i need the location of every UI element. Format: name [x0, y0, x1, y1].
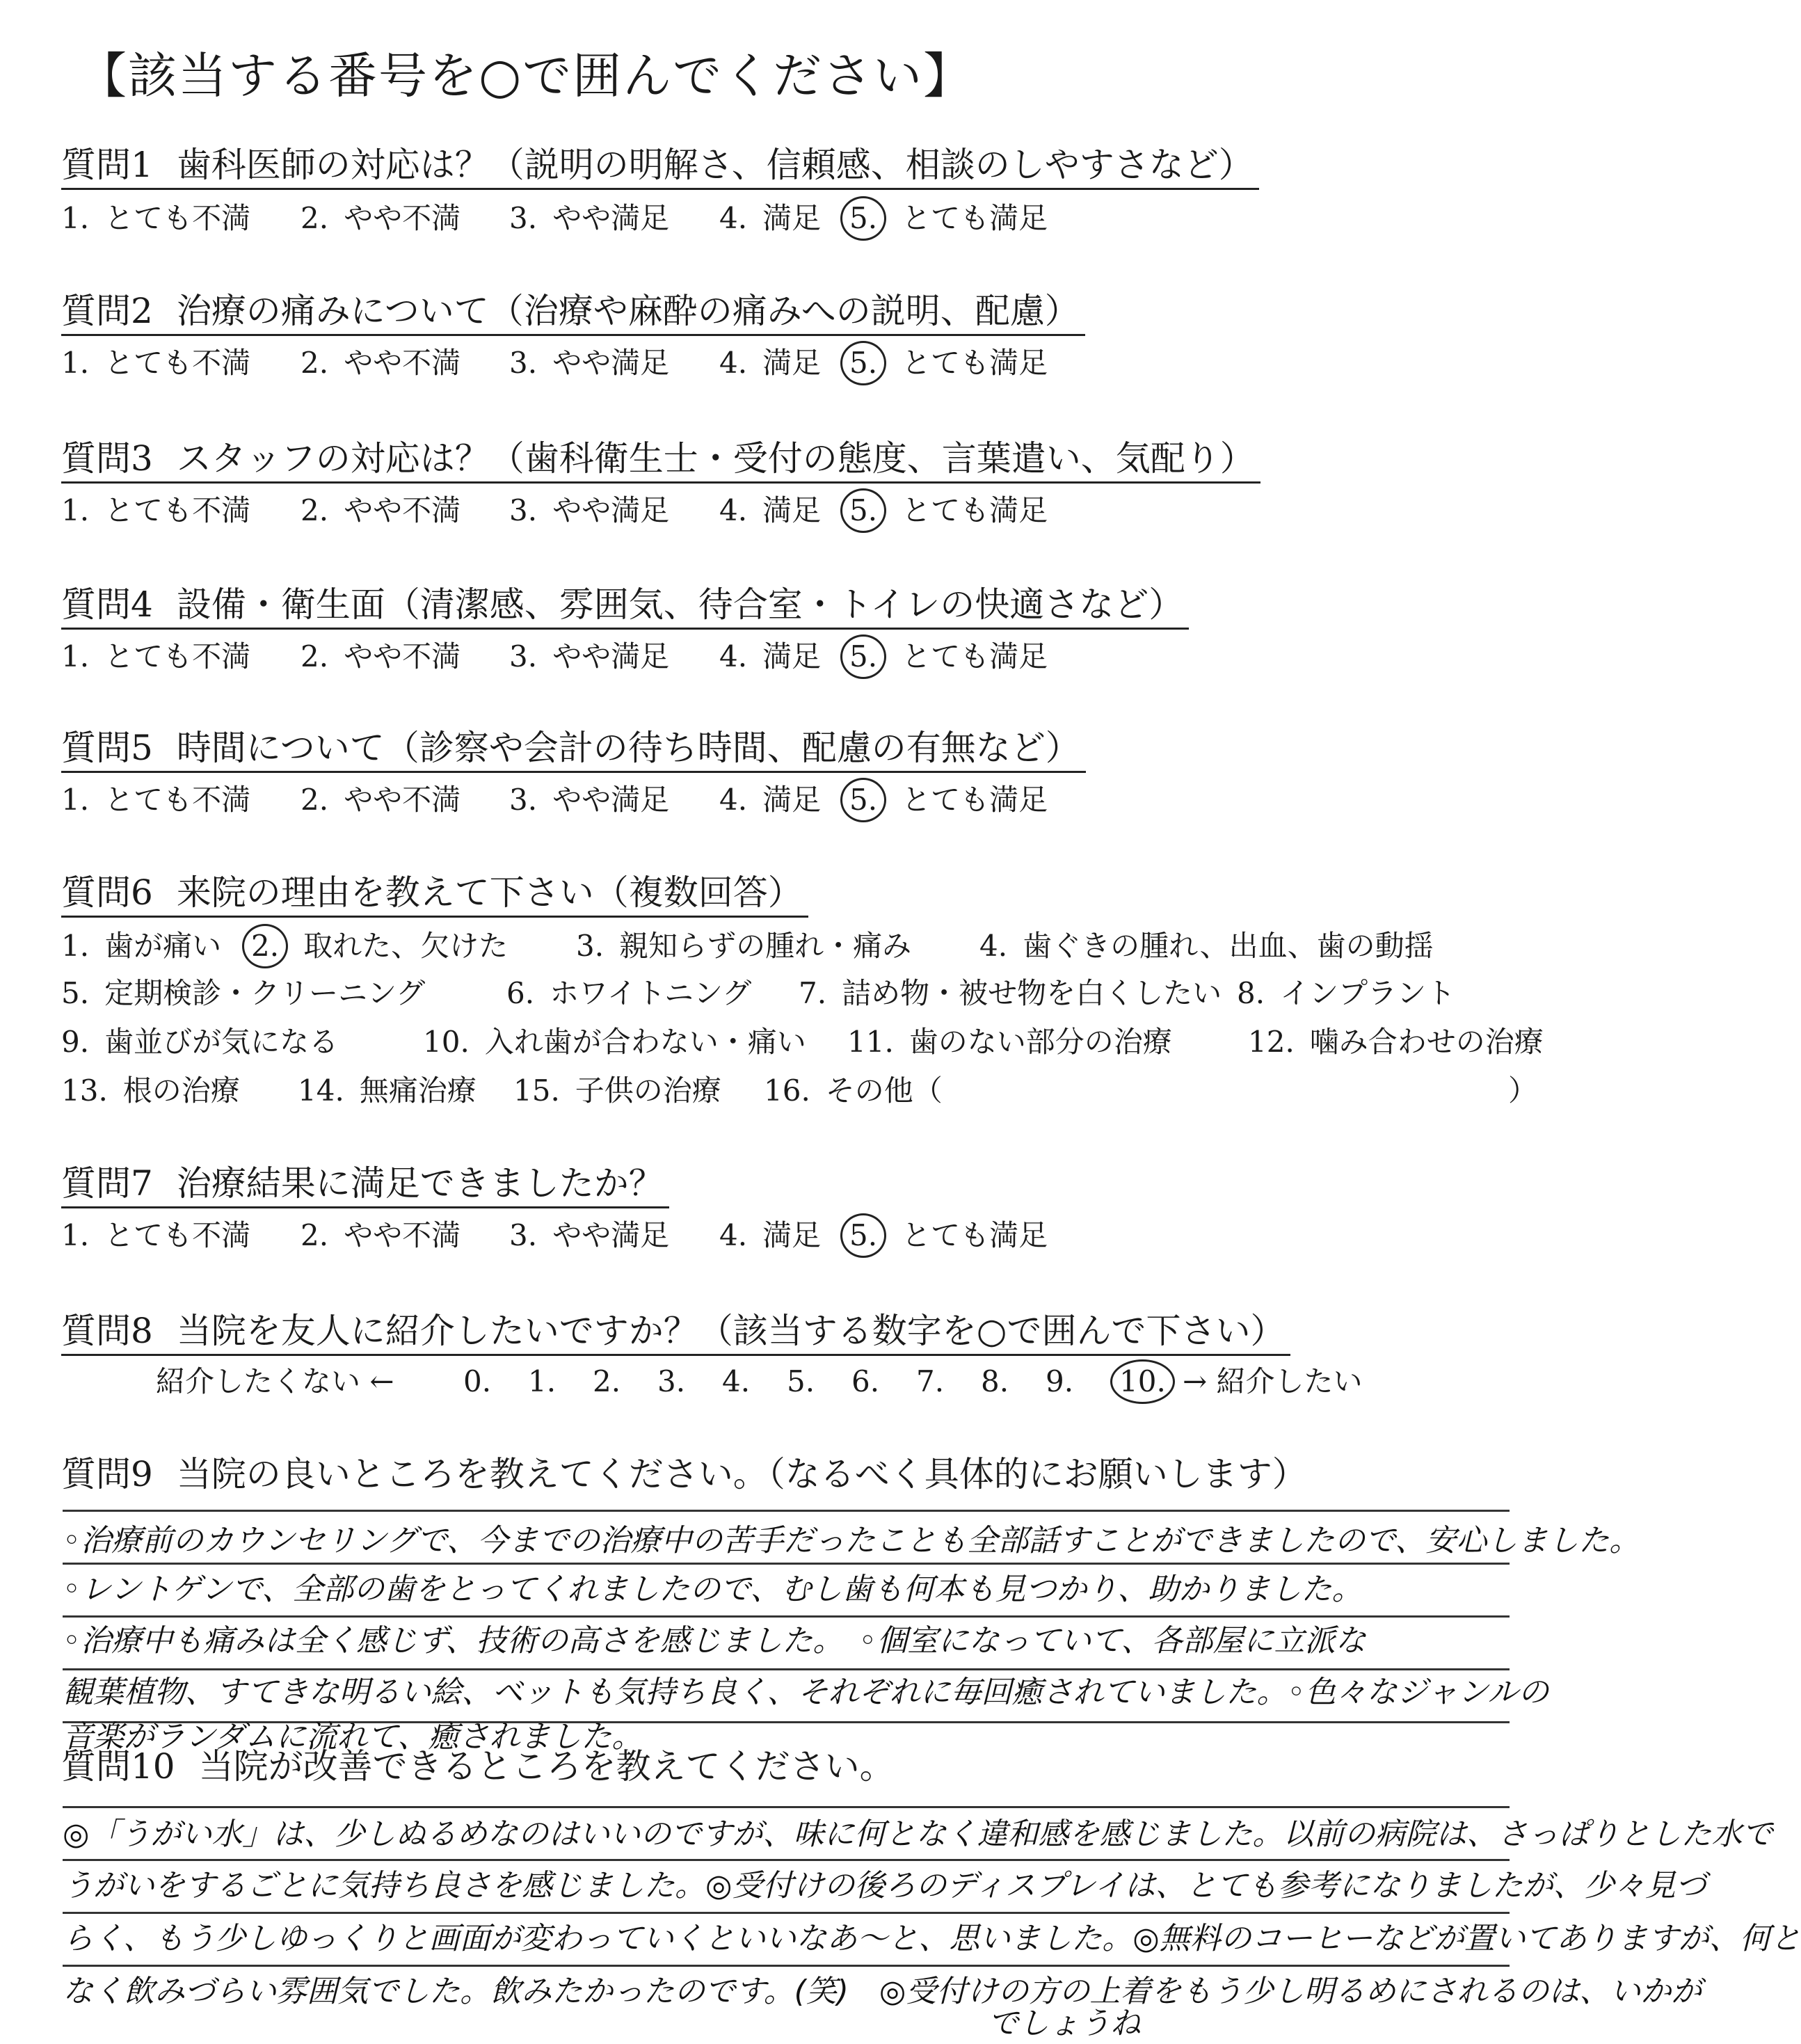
answer-line — [63, 1859, 1510, 1861]
selected-scale-number[interactable] — [1110, 1359, 1190, 1404]
question-3-options — [61, 488, 1550, 533]
option-number: 1. — [61, 1218, 90, 1252]
option[interactable] — [847, 1020, 1172, 1064]
option-label: とても満足 — [902, 201, 1048, 235]
option-number: 7. — [799, 976, 827, 1010]
option-number: 3. — [509, 346, 538, 380]
option-number: 5. — [840, 634, 886, 679]
option-number: 3. — [509, 1218, 538, 1252]
option[interactable] — [301, 778, 461, 822]
question-text: 当院を友人に紹介したいですか？（該当する数字を○で囲んで下さい） — [176, 1311, 1286, 1351]
scale-number[interactable] — [463, 1359, 506, 1404]
option[interactable] — [301, 488, 461, 533]
option-label: とても不満 — [104, 783, 251, 817]
option-label: とても不満 — [104, 346, 251, 380]
question-2-heading — [61, 288, 1085, 336]
scale-number[interactable] — [722, 1359, 765, 1404]
scale-number-text: 2. — [593, 1364, 621, 1398]
question-text: 治療の痛みについて（治療や麻酔の痛みへの説明、配慮） — [176, 291, 1080, 331]
question-label: 質問6 — [61, 872, 153, 913]
option[interactable] — [1248, 1020, 1544, 1064]
option-number: 5. — [840, 341, 886, 385]
option[interactable] — [61, 971, 425, 1016]
question-label: 質問9 — [61, 1454, 153, 1494]
option-label: とても満足 — [902, 1218, 1048, 1252]
option-label: やや満足 — [552, 493, 670, 527]
option-label: ホワイトニング — [550, 976, 752, 1010]
selected-option[interactable] — [840, 341, 1048, 385]
option-number: 3. — [509, 493, 538, 527]
option-number: 2. — [301, 493, 329, 527]
question-text: 設備・衛生面（清潔感、雰囲気、待合室・トイレの快適さなど） — [176, 584, 1184, 625]
question-text: スタッフの対応は？（歯科衛生士・受付の態度、言葉遣い、気配り） — [176, 438, 1255, 479]
selected-option[interactable] — [242, 924, 508, 968]
scale-right-label: → 紹介したい — [1183, 1364, 1363, 1398]
option-number: 9. — [61, 1025, 90, 1059]
option-number: 2. — [301, 1218, 329, 1252]
scale-number[interactable] — [1046, 1359, 1089, 1404]
option-number: 4. — [979, 929, 1008, 963]
answer-line — [63, 1668, 1510, 1670]
option-number: 2. — [301, 346, 329, 380]
option-number: 14. — [298, 1073, 344, 1108]
question-label: 質問4 — [61, 584, 153, 625]
option-label: とても不満 — [104, 493, 251, 527]
question-4-options — [61, 634, 1550, 679]
option-label: やや不満 — [344, 201, 461, 235]
option-label: やや満足 — [552, 201, 670, 235]
option[interactable] — [301, 196, 461, 241]
option-label: とても満足 — [902, 783, 1048, 817]
scale-number[interactable] — [851, 1359, 895, 1404]
option[interactable] — [61, 488, 250, 533]
option-label: 歯ぐきの腫れ、出血、歯の動揺 — [1023, 929, 1434, 963]
option-label: 歯並びが気になる — [104, 1025, 339, 1059]
option[interactable] — [301, 634, 461, 679]
scale-number-text: 7. — [916, 1364, 945, 1398]
option-label: 定期検診・クリーニング — [104, 976, 426, 1010]
scale-number[interactable] — [787, 1359, 830, 1404]
option-label: やや満足 — [552, 1218, 670, 1252]
option[interactable] — [719, 634, 821, 679]
option[interactable] — [506, 971, 751, 1016]
option[interactable] — [61, 634, 250, 679]
improvement-line: ◎「うがい水」は、少しぬるめなのはいいのですが、味に何となく違和感を感じました。以前の病院は、さっぱりとした水で — [63, 1817, 1773, 1852]
option-label: 歯が痛い — [104, 929, 222, 963]
option-number: 15. — [513, 1073, 560, 1108]
question-text: 来院の理由を教えて下さい（複数回答） — [176, 872, 803, 913]
improvement-line: なく飲みづらい雰囲気でした。飲みたかったのです。(笑) ◎受付けの方の上着をもう少し明るめにされるのは、いかが — [63, 1974, 1702, 2009]
option-number: 2. — [301, 639, 329, 673]
question-3-heading — [61, 436, 1260, 484]
option-number: 12. — [1248, 1025, 1295, 1059]
option-number: 4. — [719, 201, 748, 235]
option[interactable] — [509, 778, 669, 822]
option[interactable] — [799, 971, 1222, 1016]
option-label: とても満足 — [902, 493, 1048, 527]
question-4-heading — [61, 582, 1189, 630]
option[interactable] — [61, 1069, 240, 1113]
improvement-line: でしょうね — [988, 2006, 1141, 2041]
option-number: 5. — [840, 196, 886, 241]
question-8-heading — [61, 1308, 1290, 1356]
option-number: 5. — [61, 976, 90, 1010]
option-label: とても不満 — [104, 639, 251, 673]
option-label: 無痛治療 — [359, 1073, 477, 1108]
good-point-line: ◦治療中も痛みは全く感じず、技術の高さを感じました。 ◦個室になっていて、各部屋に立派な — [63, 1623, 1366, 1659]
option-number: 3. — [509, 783, 538, 817]
option-label: 噛み合わせの治療 — [1309, 1025, 1544, 1059]
selected-option[interactable] — [840, 196, 1048, 241]
option-label: 親知らずの腫れ・痛み — [619, 929, 912, 963]
question-label: 質問7 — [61, 1163, 153, 1204]
option-label: やや満足 — [552, 783, 670, 817]
option-number: 4. — [719, 493, 748, 527]
answer-line — [63, 1510, 1510, 1512]
option-label: やや不満 — [344, 1218, 461, 1252]
option-number: 1. — [61, 639, 90, 673]
option-label: やや不満 — [344, 346, 461, 380]
option[interactable] — [509, 634, 669, 679]
question-label: 質問5 — [61, 728, 153, 768]
option-number: 4. — [719, 1218, 748, 1252]
question-2-options — [61, 341, 1550, 385]
option-number: 2. — [242, 924, 288, 968]
question-text: 当院が改善できるところを教えてください。 — [198, 1746, 895, 1787]
question-text: 時間について（診察や会計の待ち時間、配慮の有無など） — [176, 728, 1080, 768]
referral-scale — [61, 1359, 1550, 1404]
question-10-heading — [61, 1743, 900, 1789]
question-text: 歯科医師の対応は？（説明の明解さ、信頼感、相談のしやすさなど） — [176, 145, 1254, 185]
scale-number-text: 8. — [981, 1364, 1009, 1398]
option[interactable] — [61, 196, 250, 241]
option-number: 13. — [61, 1073, 108, 1108]
option-label: 入れ歯が合わない・痛い — [484, 1025, 806, 1059]
option[interactable] — [509, 341, 669, 385]
question-5-options — [61, 778, 1550, 822]
option-label: 取れた、欠けた — [303, 929, 509, 963]
question-1-options — [61, 196, 1550, 241]
answer-line — [63, 1563, 1510, 1565]
option-number: 5. — [840, 1213, 886, 1258]
improvement-line: うがいをするごとに気持ち良さを感じました。◎受付けの後ろのディスプレイは、とても参考になりましたが、少々見づ — [63, 1868, 1706, 1903]
improvement-line: らく、もう少しゆっくりと画面が変わっていくといいなあ～と、思いました。◎無料のコーヒーなどが置いてありますが、何と — [63, 1921, 1801, 1956]
option[interactable] — [719, 488, 821, 533]
option-number: 16. — [764, 1073, 810, 1108]
option-label: 満足 — [762, 493, 822, 527]
option-number: 4. — [719, 346, 748, 380]
option-number: 6. — [506, 976, 535, 1010]
option-number: 1. — [61, 201, 90, 235]
answer-line — [63, 1806, 1510, 1808]
question-7-heading — [61, 1160, 669, 1208]
other-close-paren: ） — [1508, 1073, 1538, 1108]
option-label: 満足 — [762, 201, 822, 235]
scale-number-text: 3. — [657, 1364, 686, 1398]
answer-line — [63, 1912, 1510, 1914]
option[interactable] — [576, 924, 911, 968]
option-label: 満足 — [762, 783, 822, 817]
page-title: 【該当する番号を○で囲んでください】 — [78, 47, 974, 104]
option-label: 満足 — [762, 1218, 822, 1252]
question-5-heading — [61, 725, 1086, 773]
option-number: 4. — [719, 783, 748, 817]
option[interactable] — [61, 1213, 250, 1258]
question-label: 質問2 — [61, 291, 153, 331]
option[interactable] — [764, 1069, 943, 1113]
option[interactable] — [719, 1213, 821, 1258]
good-point-line: ◦治療前のカウンセリングで、今までの治療中の苦手だったことも全部話すことができましたので、安心しました。 — [63, 1523, 1640, 1558]
good-point-line: ◦レントゲンで、全部の歯をとってくれましたので、むし歯も何本も見つかり、助かりました。 — [63, 1572, 1363, 1607]
scale-number-text: 4. — [722, 1364, 751, 1398]
answer-line — [63, 1965, 1510, 1967]
scale-number[interactable] — [657, 1359, 701, 1404]
good-point-line: 観葉植物、すてきな明るい絵、ベットも気持ち良く、それぞれに毎回癒されていました。◦色々なジャンルの — [63, 1675, 1549, 1710]
option-number: 1. — [61, 783, 90, 817]
answer-line — [63, 1615, 1510, 1618]
question-text: 当院の良いところを教えてください。（なるべく具体的にお願いします） — [176, 1454, 1307, 1494]
question-label: 質問1 — [61, 145, 153, 185]
option[interactable] — [61, 924, 221, 968]
scale-number-text: 0. — [463, 1364, 492, 1398]
option-number: 2. — [301, 201, 329, 235]
question-label: 質問8 — [61, 1311, 153, 1351]
option[interactable] — [301, 1213, 461, 1258]
option[interactable] — [61, 1020, 338, 1064]
option-label: 満足 — [762, 639, 822, 673]
reasons-row-4 — [61, 1069, 1550, 1113]
option[interactable] — [979, 924, 1434, 968]
option-label: 詰め物・被せ物を白くしたい — [842, 976, 1222, 1010]
option[interactable] — [719, 341, 821, 385]
option-number: 1. — [61, 929, 90, 963]
question-text: 治療結果に満足できましたか？ — [176, 1163, 664, 1204]
option[interactable] — [61, 341, 250, 385]
scale-left-label: 紹介したくない ← — [156, 1364, 394, 1398]
question-label: 質問3 — [61, 438, 153, 479]
option-label: やや不満 — [344, 639, 461, 673]
option-label: やや不満 — [344, 493, 461, 527]
reasons-row-1 — [61, 924, 1550, 968]
option[interactable] — [719, 778, 821, 822]
option-number: 1. — [61, 493, 90, 527]
option[interactable] — [509, 196, 669, 241]
selected-option[interactable] — [840, 634, 1048, 679]
question-label: 質問10 — [61, 1746, 175, 1787]
option[interactable] — [719, 196, 821, 241]
question-1-heading — [61, 142, 1259, 190]
option-label: 歯のない部分の治療 — [908, 1025, 1172, 1059]
option-label: 根の治療 — [122, 1073, 240, 1108]
scale-number-text: 9. — [1046, 1364, 1074, 1398]
option-label: とても不満 — [104, 1218, 251, 1252]
selected-option[interactable] — [840, 778, 1048, 822]
option-label: 満足 — [762, 346, 822, 380]
question-6-heading — [61, 870, 808, 918]
good-point-line: 音楽がランダムに流れて、癒されました。 — [63, 1719, 643, 1755]
option-label: インプラント — [1280, 976, 1456, 1010]
option-label: 子供の治療 — [575, 1073, 721, 1108]
option-number: 5. — [840, 778, 886, 822]
option-number: 5. — [840, 488, 886, 533]
option[interactable] — [423, 1020, 806, 1064]
scale-number[interactable] — [981, 1359, 1024, 1404]
option-label: やや満足 — [552, 346, 670, 380]
option-label: やや不満 — [344, 783, 461, 817]
reasons-row-3 — [61, 1020, 1550, 1064]
option-number: 3. — [576, 929, 605, 963]
option[interactable] — [298, 1069, 477, 1113]
scale-number[interactable] — [528, 1359, 571, 1404]
option-number: 4. — [719, 639, 748, 673]
option-number: 1. — [61, 346, 90, 380]
option-number: 3. — [509, 201, 538, 235]
question-9-heading — [61, 1451, 1313, 1497]
option[interactable] — [509, 1213, 669, 1258]
selected-option[interactable] — [840, 488, 1048, 533]
question-7-options — [61, 1213, 1550, 1258]
option-label: その他（ — [825, 1073, 943, 1108]
option[interactable] — [301, 341, 461, 385]
option-number: 2. — [301, 783, 329, 817]
option-number: 11. — [847, 1025, 894, 1059]
scale-number[interactable] — [593, 1359, 636, 1404]
scale-number-text: 6. — [851, 1364, 880, 1398]
option[interactable] — [1237, 971, 1455, 1016]
scale-number-text: 1. — [528, 1364, 557, 1398]
option[interactable] — [509, 488, 669, 533]
scale-number[interactable] — [916, 1359, 959, 1404]
selected-option[interactable] — [840, 1213, 1048, 1258]
option-label: やや満足 — [552, 639, 670, 673]
option-label: とても満足 — [902, 639, 1048, 673]
option-number: 10. — [423, 1025, 470, 1059]
option-label: とても満足 — [902, 346, 1048, 380]
option-label: とても不満 — [104, 201, 251, 235]
scale-number-text: 5. — [787, 1364, 815, 1398]
reasons-row-2 — [61, 971, 1550, 1016]
option-number: 8. — [1237, 976, 1265, 1010]
option[interactable] — [61, 778, 250, 822]
option-number: 3. — [509, 639, 538, 673]
option[interactable] — [513, 1069, 721, 1113]
scale-number-text: 10. — [1110, 1359, 1175, 1404]
